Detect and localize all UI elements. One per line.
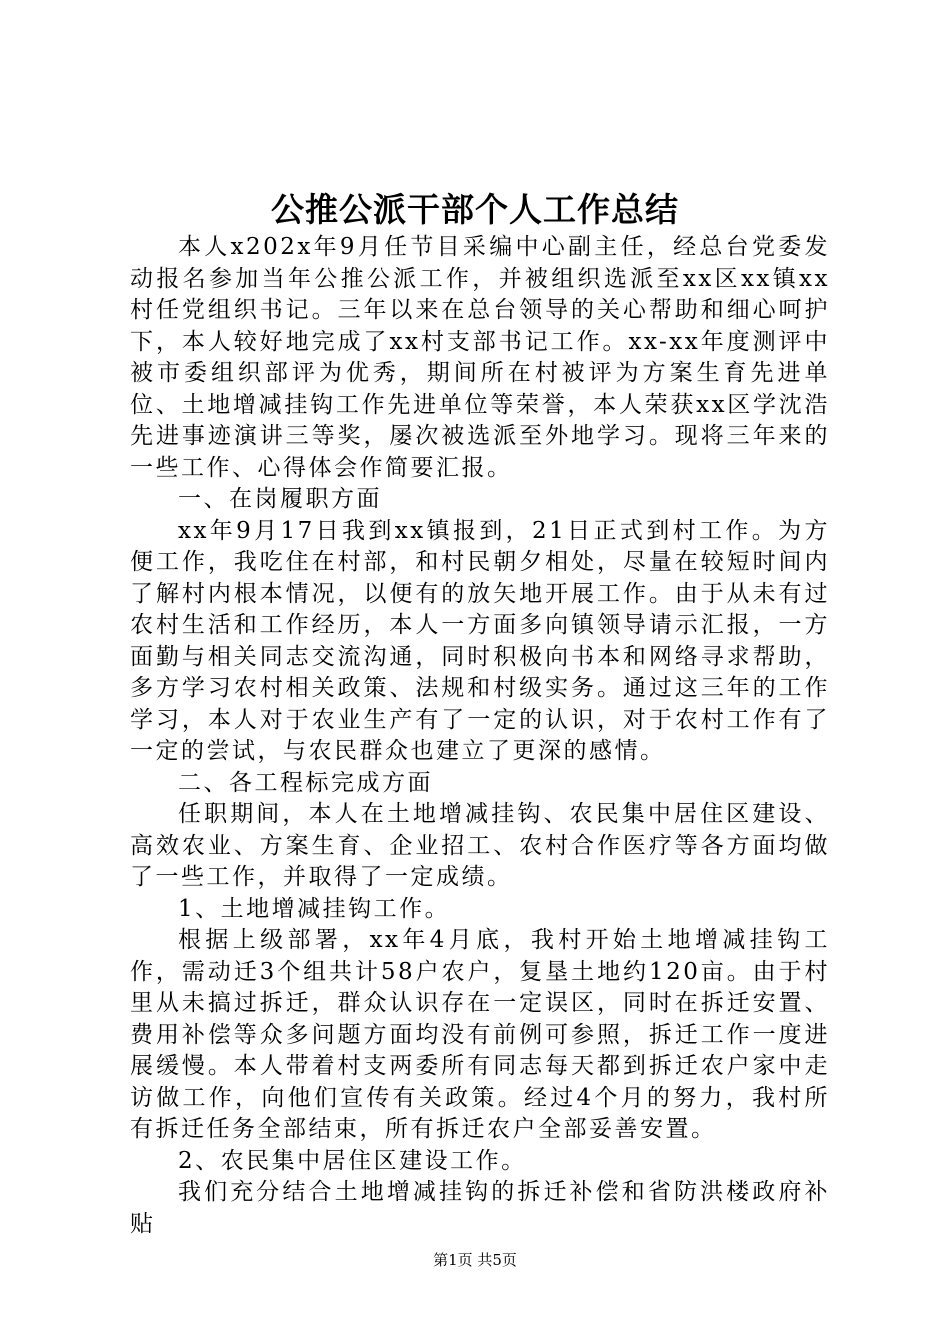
subsection-heading-2: 2、农民集中居住区建设工作。 (178, 1147, 527, 1174)
paragraph-section-1: xx年9月17日我到xx镇报到，21日正式到村工作。为方便工作，我吃住在村部，和村民朝夕相处，尽量在较短时间内了解村内根本情况，以便有的放矢地开展工作。由于从未有过农村生活和工作经历，本人一方面多向镇领导请示汇报，一方面勤与相关同志交流沟通，同时积极向书本和网络寻求帮助，多方学习农村相关政策、法规和村级实务。通过这三年的工作学习，本人对于农业生产有了一定的认识，对于农村工作有了一定的尝试，与农民群众也建立了更深的感情。 (130, 517, 830, 764)
section-heading-2: 二、各工程标完成方面 (178, 769, 433, 796)
paragraph-intro: 本人x202x年9月任节目采编中心副主任，经总台党委发动报名参加当年公推公派工作，并被组织选派至xx区xx镇xx村任党组织书记。三年以来在总台领导的关心帮助和细心呵护下，本人较好地完成了xx村支部书记工作。xx-xx年度测评中被市委组织部评为优秀，期间所在村被评为方案生育先进单位、土地增减挂钩工作先进单位等荣誉，本人荣获xx区学沈浩先进事迹演讲三等奖，屡次被选派至外地学习。现将三年来的一些工作、心得体会作简要汇报。 (130, 234, 830, 481)
document-body (130, 232, 830, 1240)
paragraph-subsection-1: 根据上级部署，xx年4月底，我村开始土地增减挂钩工作，需动迁3个组共计58户农户，复垦土地约120亩。由于村里从未搞过拆迁，群众认识存在一定误区，同时在拆迁安置、费用补偿等众多问题方面均没有前例可参照，拆迁工作一度进展缓慢。本人带着村支两委所有同志每天都到拆迁农户家中走访做工作，向他们宣传有关政策。经过4个月的努力，我村所有拆迁任务全部结束，所有拆迁农户全部妥善安置。 (130, 927, 830, 1142)
document-title: 公推公派干部个人工作总结 (271, 190, 679, 229)
section-heading-1: 一、在岗履职方面 (178, 486, 382, 512)
page-number-footer: 第1页 共5页 (433, 1251, 517, 1269)
paragraph-section-2: 任职期间，本人在土地增减挂钩、农民集中居住区建设、高效农业、方案生育、企业招工、农村合作医疗等各方面均做了一些工作，并取得了一定成绩。 (130, 801, 830, 890)
subsection-heading-1: 1、土地增减挂钩工作。 (178, 895, 451, 922)
paragraph-subsection-2: 我们充分结合土地增减挂钩的拆迁补偿和省防洪楼政府补贴 (130, 1179, 830, 1237)
